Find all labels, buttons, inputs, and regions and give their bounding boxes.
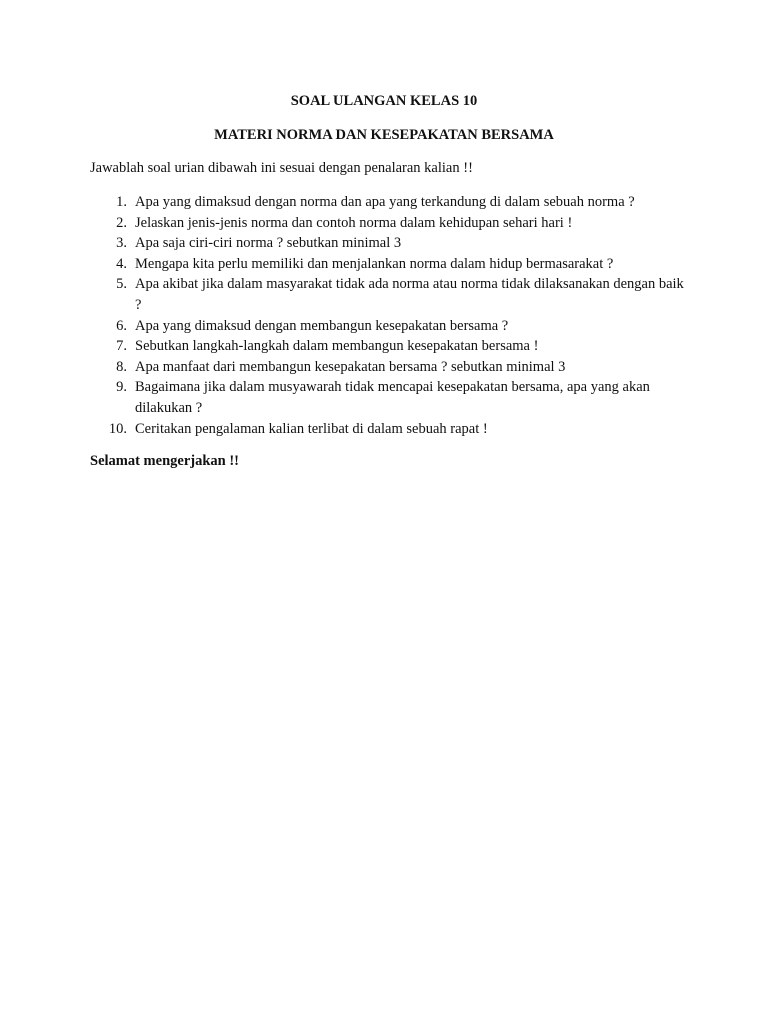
question-text: Mengapa kita perlu memiliki dan menjalankan norma dalam hidup bermasarakat ? [135, 255, 614, 272]
question-item [90, 336, 690, 357]
question-text: Apa yang dimaksud dengan norma dan apa yang terkandung di dalam sebuah norma ? [135, 194, 635, 210]
question-text: Bagaimana jika dalam musyawarah tidak mencapai kesepakatan bersama, apa yang akan dilakukan ? [135, 379, 650, 416]
document-title: SOAL ULANGAN KELAS 10 [290, 93, 478, 109]
question-text: Apa saja ciri-ciri norma ? sebutkan minimal 3 [135, 235, 402, 252]
question-text: Jelaskan jenis-jenis norma dan contoh norma dalam kehidupan sehari hari ! [135, 214, 573, 231]
question-number: 7. [116, 338, 127, 355]
question-number: 9. [116, 379, 127, 396]
question-number: 5. [116, 276, 127, 293]
question-item [90, 213, 690, 234]
question-number: 2. [116, 214, 127, 231]
closing-text: Selamat mengerjakan !! [90, 453, 240, 469]
instruction-text: Jawablah soal urian dibawah ini sesuai dengan penalaran kalian !! [90, 160, 473, 176]
question-number: 8. [116, 358, 127, 375]
question-item [90, 316, 690, 337]
question-item [90, 357, 690, 378]
question-item [90, 419, 690, 440]
question-item [90, 377, 690, 418]
question-item [90, 192, 690, 213]
question-number: 1. [116, 194, 127, 210]
question-number: 3. [116, 235, 127, 252]
question-number: 10. [108, 420, 127, 437]
question-item [90, 274, 690, 315]
question-list [90, 192, 690, 439]
question-text: Apa akibat jika dalam masyarakat tidak ada norma atau norma tidak dilaksanakan dengan baik ? [135, 276, 684, 313]
question-number: 4. [116, 255, 127, 272]
question-number: 6. [116, 317, 127, 334]
question-item [90, 233, 690, 254]
question-text: Ceritakan pengalaman kalian terlibat di dalam sebuah rapat ! [135, 420, 488, 437]
question-text: Apa manfaat dari membangun kesepakatan bersama ? sebutkan minimal 3 [135, 358, 566, 375]
question-item [90, 254, 690, 275]
document-subtitle: MATERI NORMA DAN KESEPAKATAN BERSAMA [214, 127, 554, 143]
question-text: Apa yang dimaksud dengan membangun kesepakatan bersama ? [135, 317, 509, 334]
question-text: Sebutkan langkah-langkah dalam membangun kesepakatan bersama ! [135, 338, 539, 355]
